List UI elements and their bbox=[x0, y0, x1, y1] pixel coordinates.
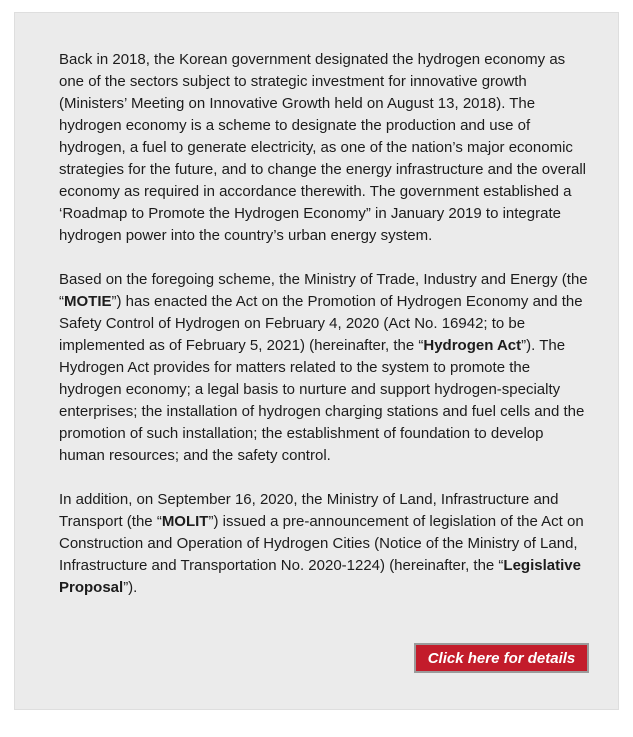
term-legislative-proposal: Legislative Proposal bbox=[59, 557, 581, 596]
term-hydrogen-act: Hydrogen Act bbox=[423, 337, 522, 354]
paragraph-3: In addition, on September 16, 2020, the Ministry of Land, Infrastructure and Transport (the “MOLIT”) issued a pre-announcement of legislation of the Act on Construction and Operation of Hydrogen Cities (Notice of the Ministry of Land, Infrastructure and Transportation No. 2020-1224) (hereinafter, the “Legislative Proposal”). bbox=[59, 491, 584, 596]
article-body bbox=[59, 49, 589, 621]
article-panel bbox=[14, 12, 619, 710]
paragraph-2: Based on the foregoing scheme, the Ministry of Trade, Industry and Energy (the “MOTIE”) has enacted the Act on the Promotion of Hydrogen Economy and the Safety Control of Hydrogen on February 4, 2020 (Act No. 16942; to be implemented as of February 5, 2021) (hereinafter, the “Hydrogen Act”). The Hydrogen Act provides for matters related to the system to promote the hydrogen economy; a legal basis to nurture and support hydrogen-specialty enterprises; the installation of hydrogen charging stations and fuel cells and the promotion of such installation; the establishment of foundation to develop human resources; and the safety control. bbox=[59, 271, 588, 464]
term-motie: MOTIE bbox=[64, 293, 112, 310]
term-molit: MOLIT bbox=[161, 513, 209, 530]
paragraph-1: Back in 2018, the Korean government designated the hydrogen economy as one of the sectors subject to strategic investment for innovative growth (Ministers’ Meeting on Innovative Growth held on August 13, 2018). The hydrogen economy is a scheme to designate the production and use of hydrogen, a fuel to generate electricity, as one of the nation’s major economic strategies for the future, and to change the energy infrastructure and the overall economy as required in accordance therewith. The government established a ‘Roadmap to Promote the Hydrogen Economy” in January 2019 to integrate hydrogen power into the country’s urban energy system. bbox=[59, 51, 586, 244]
click-here-for-details-button[interactable]: Click here for details bbox=[414, 643, 589, 673]
